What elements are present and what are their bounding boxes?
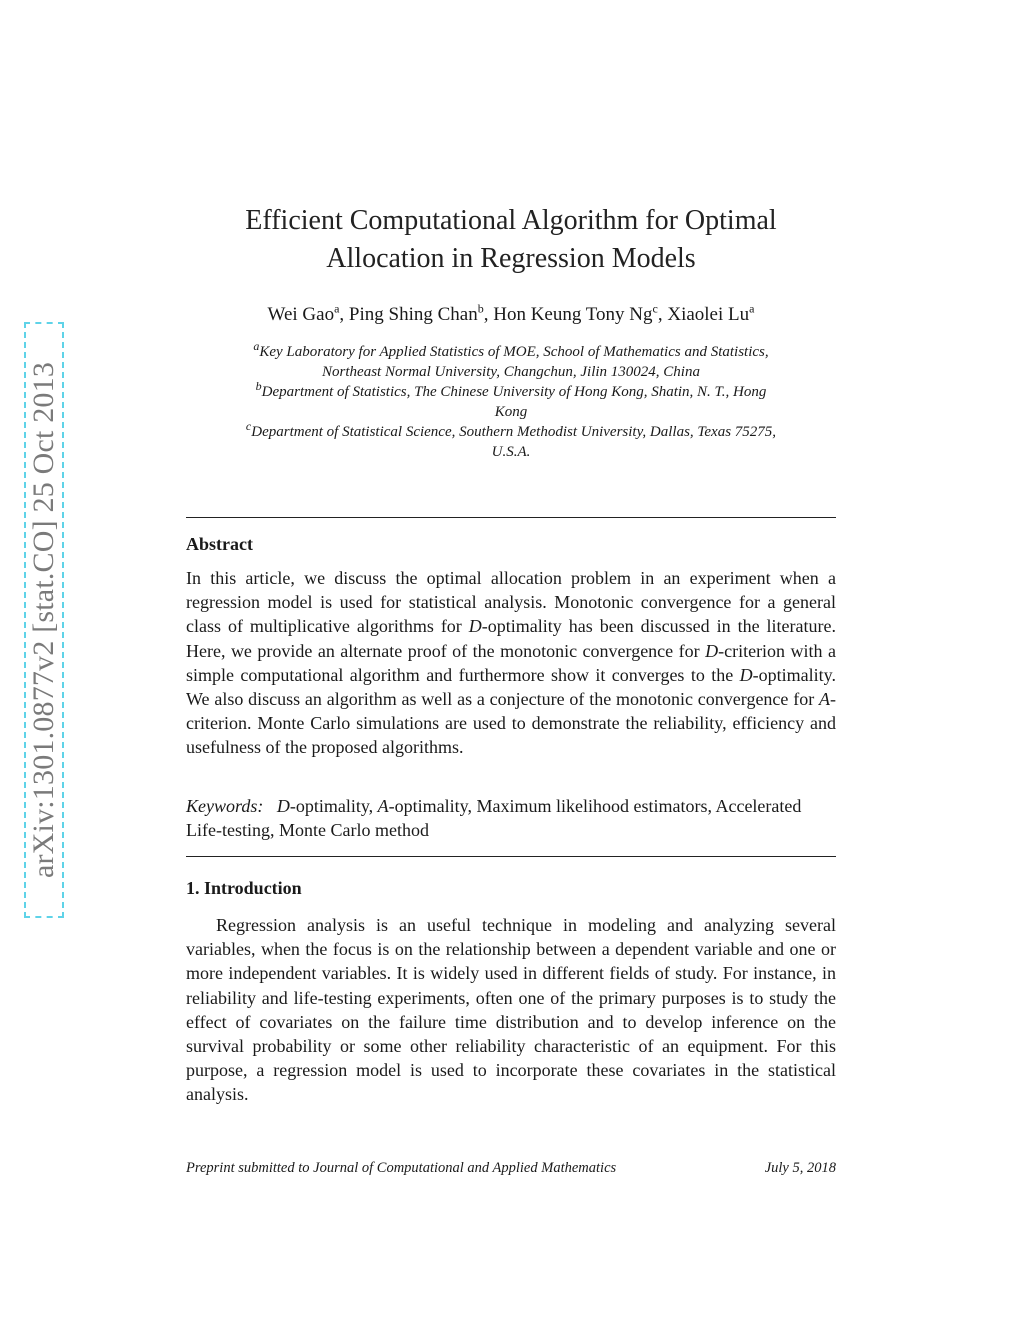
affil-mark: a xyxy=(253,339,260,353)
author-list xyxy=(186,302,836,328)
abstract-segment: -criterion with a simple computational algorithm and furthermore show it converges to the xyxy=(186,640,836,685)
abstract-segment: -optimality has been discussed in the literature. Here, we provide an alternate proof of the monotonic convergence for xyxy=(186,616,836,661)
author-name: Ping Shing Chan xyxy=(348,304,478,325)
affiliation-b xyxy=(186,379,836,422)
abstract-text xyxy=(186,566,836,760)
affil-mark: b xyxy=(255,379,262,393)
author-name: Hon Keung Tony Ng xyxy=(493,304,653,325)
abstract-segment: -optimality. We also discuss an algorithm as well as a conjecture of the monotonic convergence for xyxy=(186,664,836,710)
affil-line: Department of Statistical Science, Southern Methodist University, Dallas, Texas 75275, xyxy=(251,424,777,440)
author-separator: , xyxy=(339,304,349,325)
author-affil-mark: a xyxy=(334,301,340,316)
author-affil-mark: c xyxy=(652,301,658,316)
affiliation-a xyxy=(186,339,836,382)
keywords-label: Keywords: xyxy=(186,796,264,816)
footer xyxy=(186,1160,836,1177)
title-line-2: Allocation in Regression Models xyxy=(326,243,696,274)
author-name: Wei Gao xyxy=(267,304,335,325)
author-affil-mark: b xyxy=(477,301,484,316)
bottom-rule xyxy=(186,856,836,857)
affil-line: U.S.A. xyxy=(491,444,531,460)
affil-line: Northeast Normal University, Changchun, Jilin 130024, China xyxy=(322,364,700,380)
top-rule xyxy=(186,517,836,518)
affiliation-c xyxy=(186,419,836,462)
footer-journal: Preprint submitted to Journal of Computational and Applied Mathematics xyxy=(186,1160,617,1176)
affil-line: Kong xyxy=(494,404,528,420)
arxiv-identifier: arXiv:1301.0877v2 [stat.CO] 25 Oct 2013 xyxy=(27,361,60,879)
math-d: D xyxy=(739,664,753,685)
affil-line: Department of Statistics, The Chinese University of Hong Kong, Shatin, N. T., Hong xyxy=(261,384,767,400)
author-affil-mark: a xyxy=(749,301,755,316)
abstract-heading: Abstract xyxy=(186,534,253,554)
author-separator: , xyxy=(483,304,494,325)
abstract-segment: -criterion. Monte Carlo simulations are used to demonstrate the reliability, efficiency and usefulness of the proposed algorithms. xyxy=(186,689,836,758)
author-separator: , xyxy=(657,304,668,325)
abstract-segment: In this article, we discuss the optimal allocation problem in an experiment when a regression model is used for statistical analysis. Monotonic convergence for a general class of multiplicative algorithms for xyxy=(186,568,836,637)
affil-line: Key Laboratory for Applied Statistics of MOE, School of Mathematics and Statistics, xyxy=(259,344,769,360)
math-a: A xyxy=(819,689,830,710)
arxiv-stamp xyxy=(24,322,64,918)
math-d: D xyxy=(276,796,290,816)
author-name: Xiaolei Lu xyxy=(667,304,750,325)
math-d: D xyxy=(705,640,719,661)
footer-date: July 5, 2018 xyxy=(764,1160,836,1176)
paper-title xyxy=(186,202,836,278)
section-heading: 1. Introduction xyxy=(186,878,302,898)
keywords-segment: -optimality, Maximum likelihood estimators, Accelerated Life-testing, Monte Carlo method xyxy=(186,796,802,841)
keywords-segment: -optimality, xyxy=(289,796,378,816)
title-line-1: Efficient Computational Algorithm for Optimal xyxy=(245,205,777,236)
math-d: D xyxy=(468,616,482,637)
affil-mark: c xyxy=(245,419,252,433)
math-a: A xyxy=(377,796,389,816)
introduction-text: Regression analysis is an useful technique in modeling and analyzing several variables, when the focus is on the relationship between a dependent variable and one or more independent variables. It is widely used in different fields of study. For instance, in reliability and life-testing experiments, often one of the primary purposes is to study the effect of covariates on the failure time distribution and to develop inference on the survival probability or some other reliability characteristic of an equipment. For this purpose, a regression model is used to incorporate these covariates in the statistical analysis. xyxy=(186,915,836,1105)
keywords xyxy=(186,794,836,842)
